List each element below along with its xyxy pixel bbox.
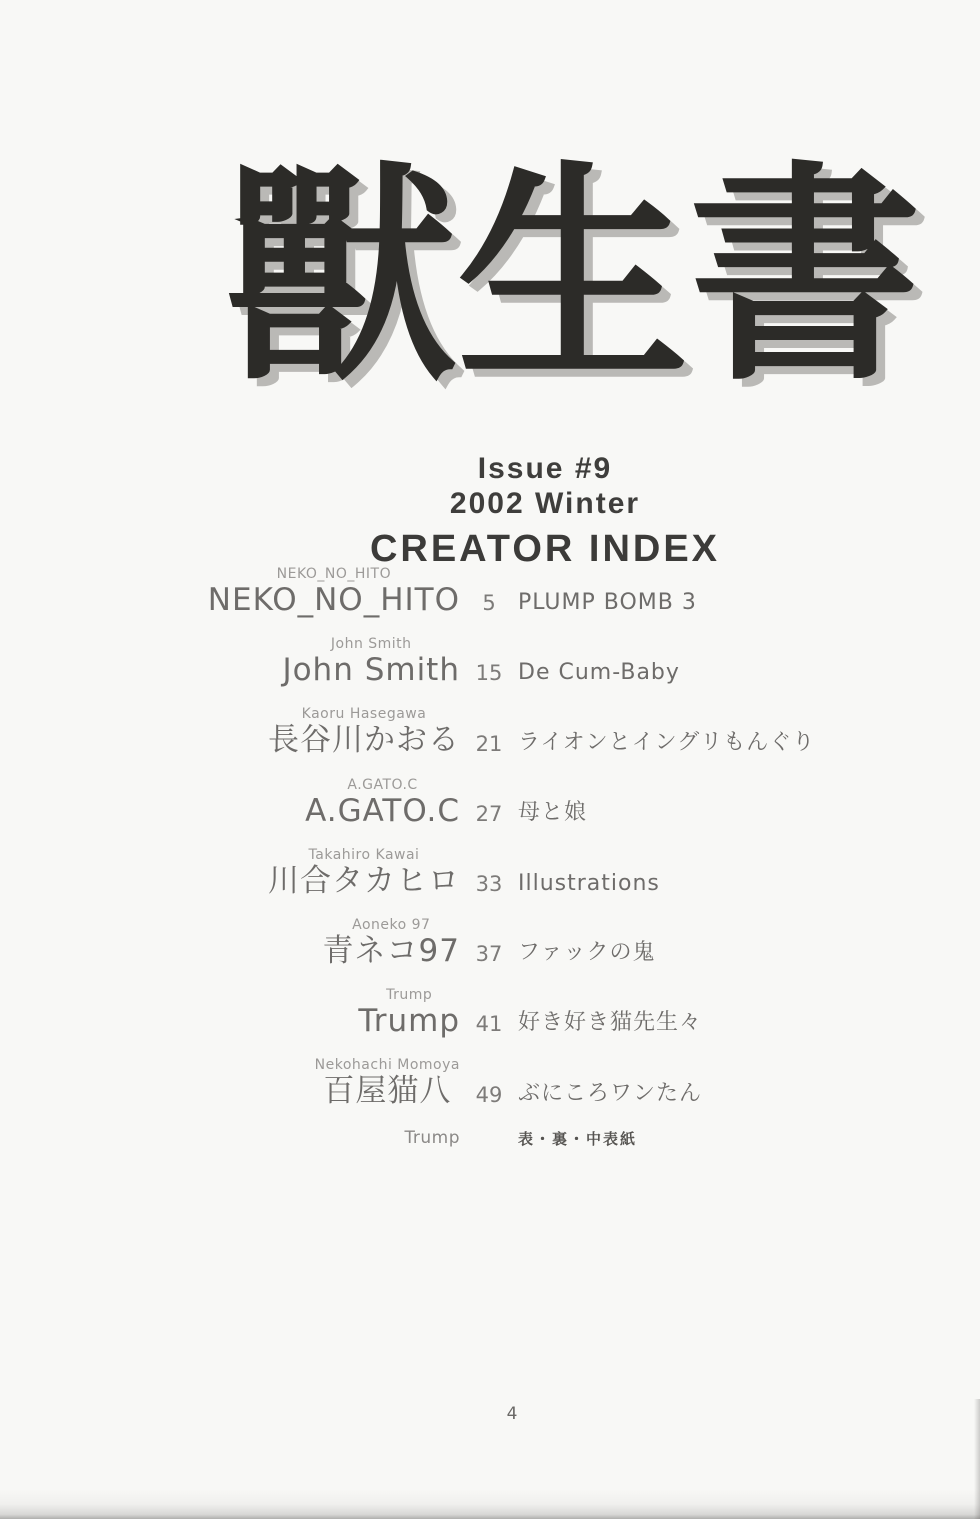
creator-name: 長谷川かおる xyxy=(268,722,460,759)
creator-name-cell xyxy=(158,777,460,830)
work-title: 母と娘 xyxy=(518,799,588,825)
creator-row xyxy=(158,566,858,619)
creator-page-number: 27 xyxy=(475,801,503,826)
creator-name-stack xyxy=(282,636,460,689)
scan-edge-bottom xyxy=(0,1489,980,1519)
creator-name: A.GATO.C xyxy=(305,792,460,829)
creator-name-stack xyxy=(323,917,460,970)
creator-page-number: 33 xyxy=(475,871,503,896)
folio-page-number: 4 xyxy=(506,1404,518,1424)
creator-caption: NEKO_NO_HITO xyxy=(276,566,392,582)
creator-page-number: 5 xyxy=(482,591,496,616)
creator-caption: John Smith xyxy=(330,636,412,653)
creator-name-stack xyxy=(208,566,460,619)
creator-name-stack xyxy=(404,1128,460,1148)
creator-name: 川合タカヒロ xyxy=(268,862,460,899)
work-title: ライオンとイングリもんぐり xyxy=(518,729,816,755)
creator-name-stack xyxy=(305,777,460,830)
creator-page-number: 49 xyxy=(475,1082,503,1107)
creator-row xyxy=(158,1057,858,1110)
creator-page-number: 15 xyxy=(475,661,503,686)
creator-page-number: 41 xyxy=(475,1012,503,1037)
creator-page-number xyxy=(460,1136,518,1140)
creator-name-cell xyxy=(158,1057,460,1110)
creator-caption: Kaoru Hasegawa xyxy=(301,706,427,723)
creator-name: NEKO_NO_HITO xyxy=(207,582,460,618)
creator-name: Trump xyxy=(358,1003,460,1040)
creator-name-cell xyxy=(158,566,460,619)
creator-name-cell xyxy=(158,917,460,970)
creator-caption: Trump xyxy=(386,987,433,1004)
creator-name-stack xyxy=(268,706,460,759)
creator-page-number: 37 xyxy=(475,942,503,967)
cover-credit-row xyxy=(158,1128,858,1149)
work-title: PLUMP BOMB 3 xyxy=(518,590,697,616)
creator-row xyxy=(158,636,858,689)
issue-number: Issue #9 xyxy=(477,452,613,485)
creator-name-stack xyxy=(315,1057,460,1110)
creator-name-cell xyxy=(158,847,460,900)
creator-caption: Nekohachi Momoya xyxy=(314,1057,460,1074)
creator-name: Trump xyxy=(404,1127,460,1148)
creator-row xyxy=(158,917,858,970)
work-title: Illustrations xyxy=(518,870,660,896)
creator-row xyxy=(158,706,858,759)
calligraphy-title: 獸生書 xyxy=(225,139,922,412)
creator-index-heading: CREATOR INDEX xyxy=(369,528,721,570)
work-title: ファックの鬼 xyxy=(518,940,656,966)
creator-name-cell xyxy=(158,1128,460,1148)
creator-row xyxy=(158,847,858,900)
creator-name: John Smith xyxy=(282,652,460,689)
creator-name-cell xyxy=(158,987,460,1040)
creator-index-list xyxy=(158,566,858,1166)
issue-season: 2002 Winter xyxy=(449,486,641,520)
creator-name-stack xyxy=(358,987,460,1040)
creator-name-cell xyxy=(158,636,460,689)
issue-header xyxy=(0,452,980,521)
creator-caption: Takahiro Kawai xyxy=(308,846,420,863)
creator-caption: A.GATO.C xyxy=(347,776,418,793)
work-title: 好き好き猫先生々 xyxy=(518,1010,703,1036)
creator-name: 青ネコ97 xyxy=(322,932,460,969)
work-title: De Cum-Baby xyxy=(518,660,680,686)
creator-caption: Aoneko 97 xyxy=(352,916,431,933)
work-title: ぶにころワンたん xyxy=(518,1080,703,1106)
creator-page-number: 21 xyxy=(475,731,503,756)
creator-name-cell xyxy=(158,706,460,759)
creator-row xyxy=(158,777,858,830)
creator-name: 百屋猫八 xyxy=(323,1073,452,1110)
creator-row xyxy=(158,987,858,1040)
creator-name-stack xyxy=(268,847,460,900)
work-title: 表・裏・中表紙 xyxy=(518,1129,638,1148)
scan-edge-right xyxy=(974,1399,980,1519)
